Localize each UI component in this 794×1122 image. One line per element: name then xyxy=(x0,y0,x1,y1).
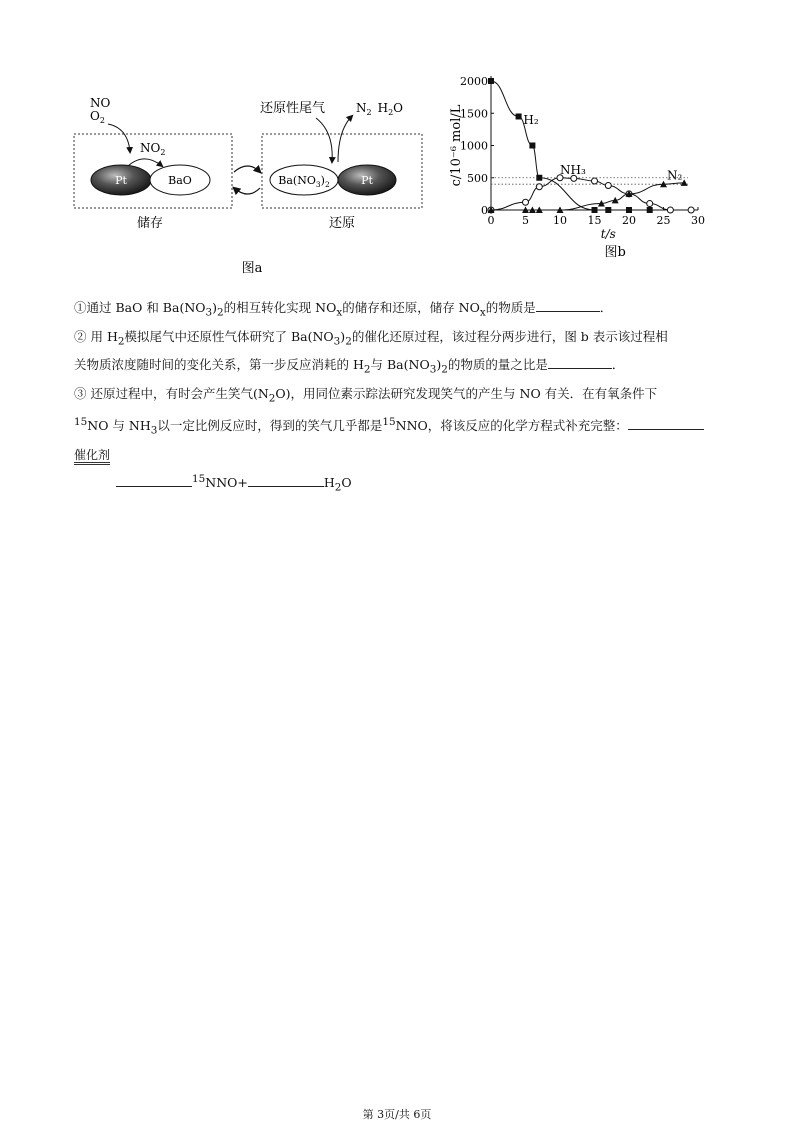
y-tick-label: 500 xyxy=(467,171,488,185)
storage-caption: 储存 xyxy=(136,216,164,231)
cycle-arrow-bottom xyxy=(234,188,260,194)
question-1: ①通过 BaO 和 $Ba(NO_3)_2$的相互转化实现 $NO_x$的储存和还原，储存 $NO_x$的物质是 ． xyxy=(74,296,724,325)
question-block xyxy=(74,296,724,499)
catalyst-condition: 催化剂 xyxy=(74,447,111,462)
x-tick-label: 5 xyxy=(522,214,529,227)
question-2: ② 用 $H_2$模拟尾气中还原性气体研究了 $Ba(NO_3)_2$的催化还原过程，该过程分两步进行，图 b 表示该过程相 关物质浓度随时间的变化关系，第一步反应消耗的 $H_2$与 $Ba(NO_3)_2$的物质的量之比是 ． xyxy=(74,328,668,376)
reduction-caption: 还原 xyxy=(328,216,356,231)
page-footer: 第 3页/共 6页 xyxy=(362,1108,432,1121)
question-3: ③ 还原过程中，有时会产生笑气$(N_2O)$，用同位素示踪法研究发现笑气的产生与 NO 有关．在有氧条件下 $^{15}$NO 与 $NH_3$以一定比例反应时，得到的笑气几乎都是$^{15}$NNO，将该反应的化学方程式补充完整： 催化剂 $^{15}NNO+ H_2O$ xyxy=(74,382,724,500)
figure-a-caption: 图a xyxy=(241,261,263,276)
cycle-arrow-top xyxy=(234,166,260,172)
nh3-point xyxy=(688,207,694,213)
products-arrow xyxy=(338,116,352,162)
x-tick-label: 10 xyxy=(553,214,567,227)
figure-a xyxy=(66,90,426,280)
y-tick-label: 2000 xyxy=(460,75,488,88)
nh3-point xyxy=(523,199,529,205)
h2-point xyxy=(516,113,522,119)
nh3-point xyxy=(536,184,542,190)
nh3-point xyxy=(592,178,598,184)
h2-point xyxy=(529,143,535,149)
x-axis-label: t/s xyxy=(600,227,616,241)
y-tick-label: 0 xyxy=(481,204,488,217)
h2-point xyxy=(592,207,598,213)
nh3-point xyxy=(647,201,653,207)
figure-b-chart xyxy=(438,68,718,288)
series-label: N₂ xyxy=(666,168,683,183)
series-line-square xyxy=(491,81,650,210)
pt-label-reduction: Pt xyxy=(361,174,373,187)
x-tick-label: 30 xyxy=(691,214,705,227)
answer-blank-2[interactable] xyxy=(548,354,612,369)
series-line-triangle xyxy=(491,183,684,210)
no2-label: $NO_2$ xyxy=(140,141,166,157)
input-o2: $O_2$ xyxy=(90,109,105,125)
y-tick-label: 1000 xyxy=(460,139,488,153)
y-tick-label: 1500 xyxy=(460,107,488,121)
h2-point xyxy=(605,207,611,213)
reducing-gas-label: 还原性尾气 xyxy=(260,101,326,116)
x-tick-label: 0 xyxy=(487,214,495,227)
input-arrow xyxy=(108,124,130,152)
x-tick-label: 20 xyxy=(622,214,636,227)
answer-blank-3b[interactable] xyxy=(116,472,192,487)
series-label: NH₃ xyxy=(560,162,586,177)
answer-blank-1[interactable] xyxy=(536,297,600,312)
series-label: H₂ xyxy=(523,113,539,128)
bano3-label: $Ba(NO_3)_2$ xyxy=(278,174,330,189)
reducing-gas-arrow xyxy=(316,118,332,162)
input-no: NO xyxy=(90,96,111,110)
equation-line xyxy=(74,447,110,462)
figure-b-caption: 图b xyxy=(604,245,626,260)
bao-label: BaO xyxy=(168,174,192,187)
nh3-point xyxy=(667,207,673,213)
h2-point xyxy=(626,207,632,213)
products-label: $N_2$ $H_2O$ xyxy=(356,101,403,117)
answer-blank-3a[interactable] xyxy=(628,415,704,430)
series-line-circle xyxy=(491,178,691,210)
y-axis-label: c/10⁻⁶ mol/L xyxy=(449,104,464,187)
h2-point xyxy=(488,78,494,84)
answer-blank-3c[interactable] xyxy=(248,472,324,487)
h2-point xyxy=(536,175,542,181)
x-tick-label: 25 xyxy=(656,214,671,227)
x-tick-label: 15 xyxy=(587,214,602,227)
h2-point xyxy=(647,207,653,213)
pt-label-storage: Pt xyxy=(115,174,127,187)
nh3-point xyxy=(605,182,611,188)
